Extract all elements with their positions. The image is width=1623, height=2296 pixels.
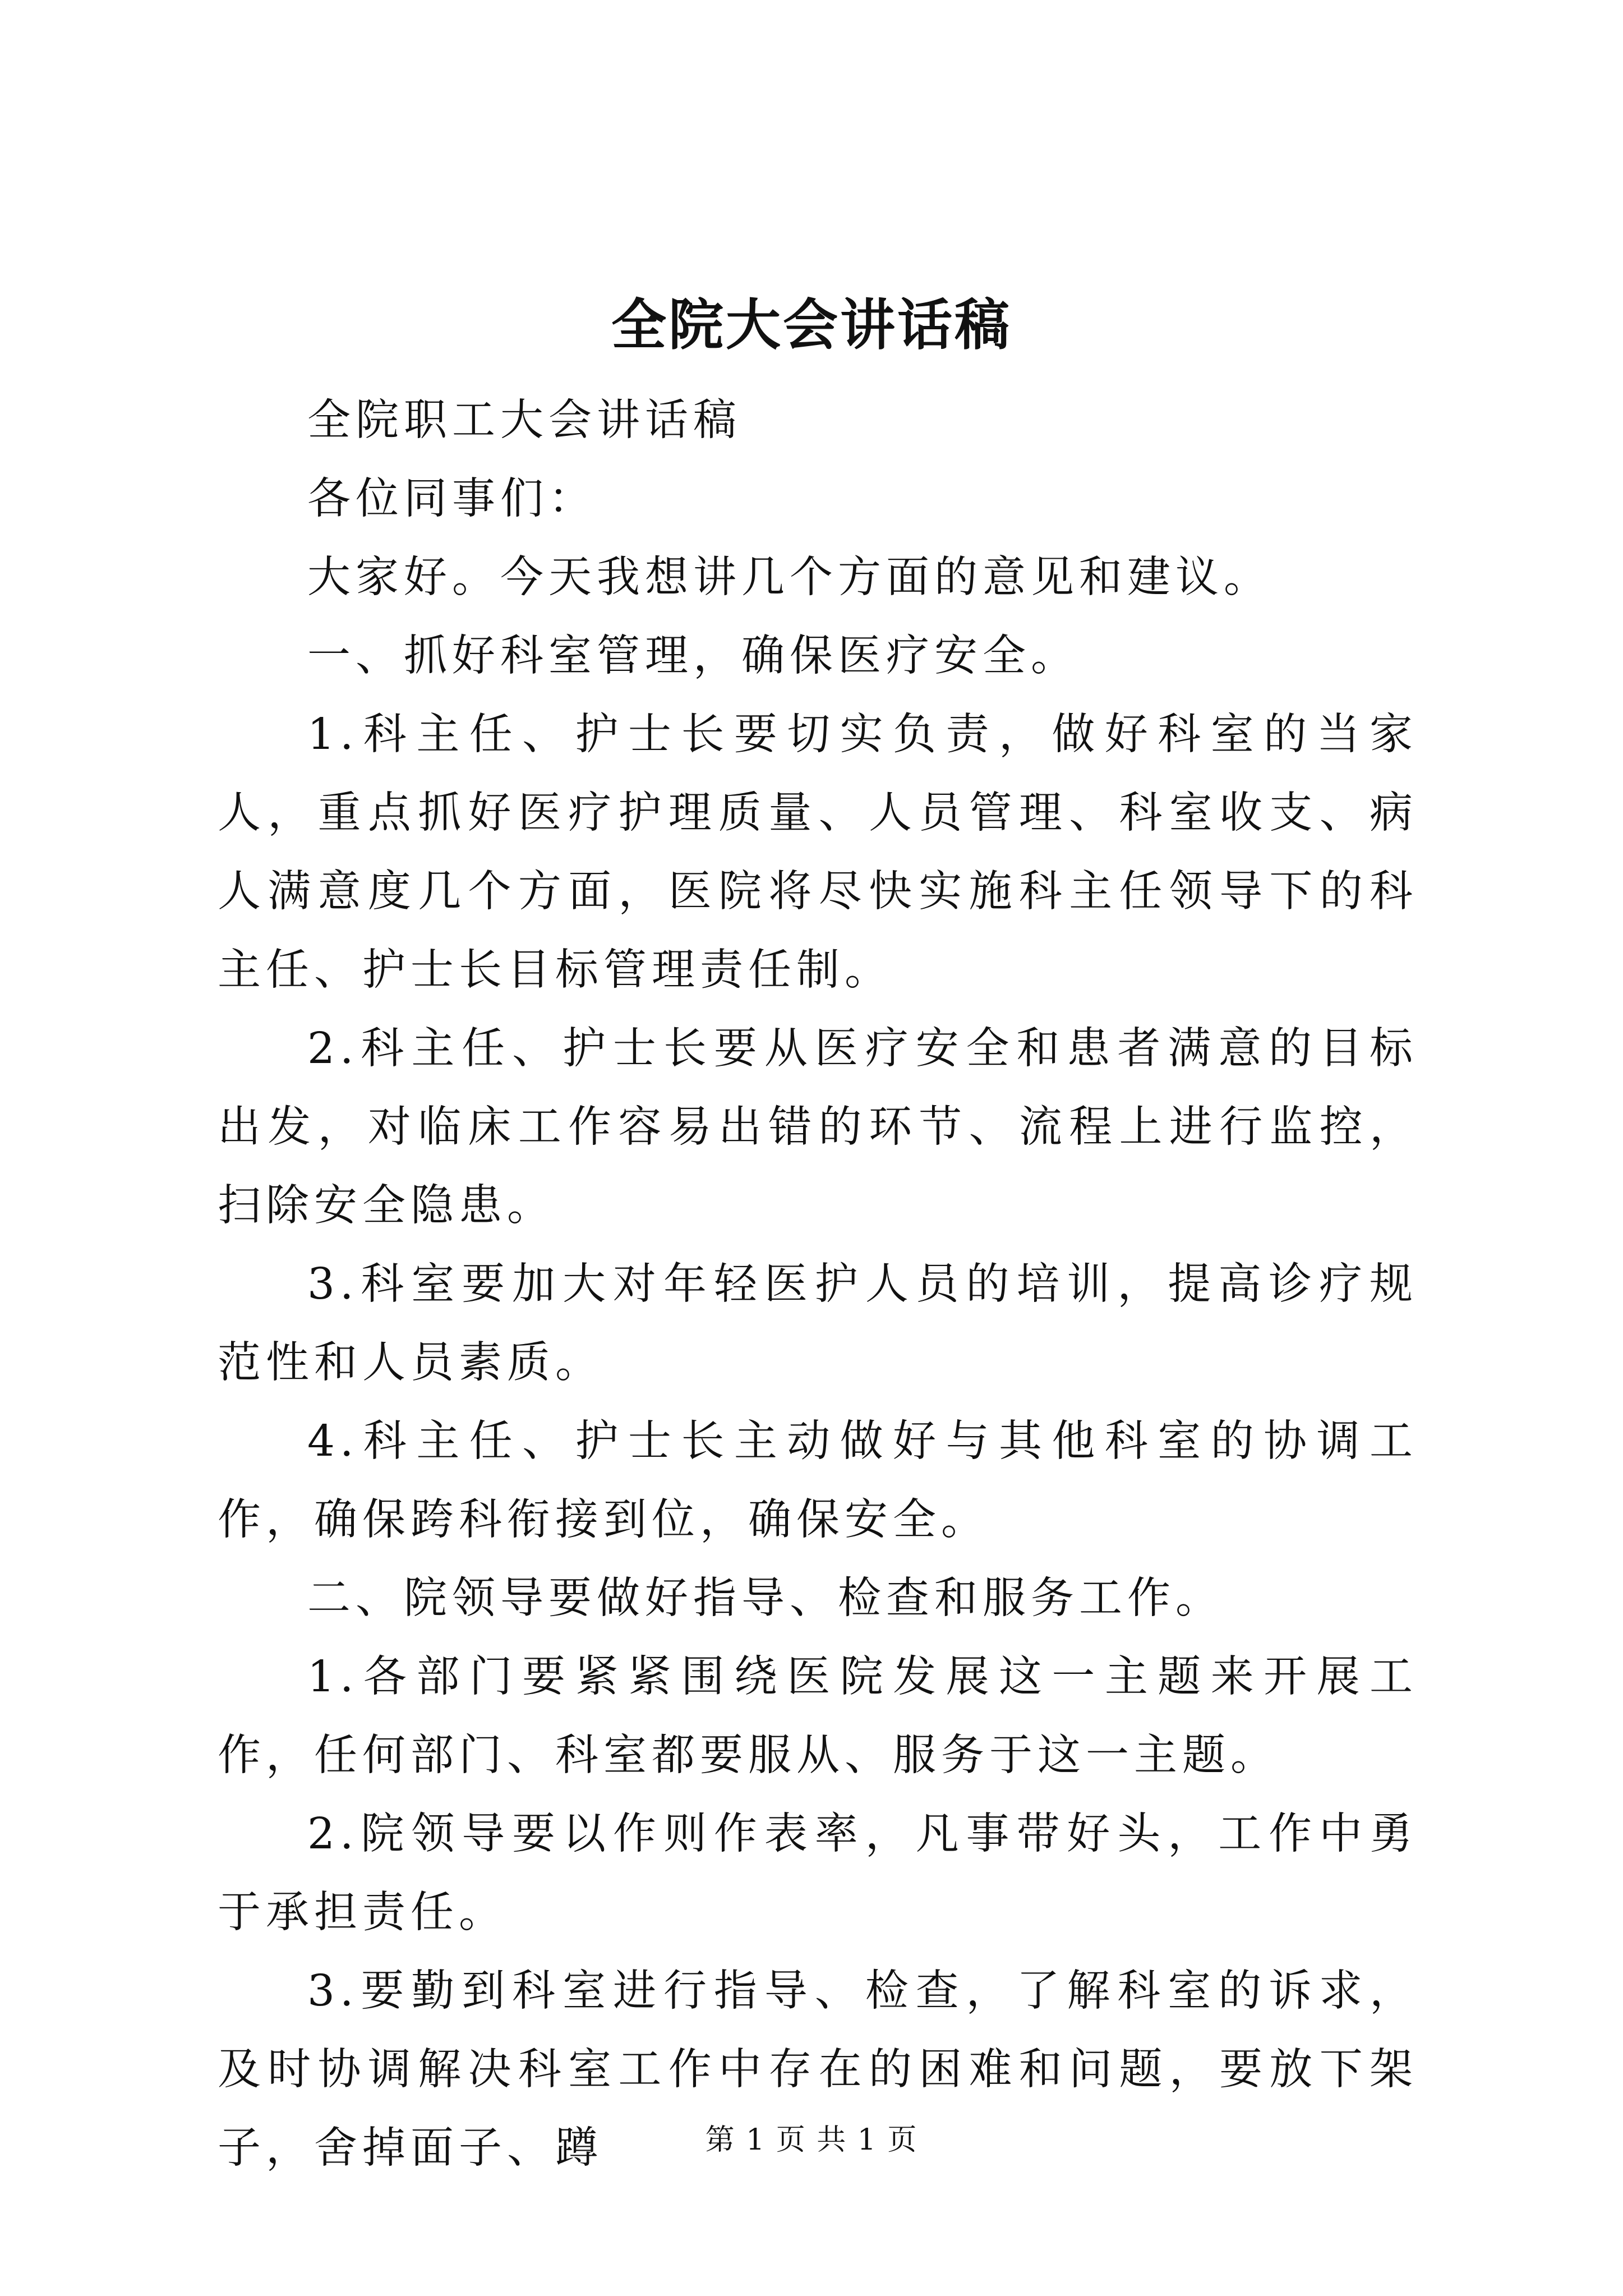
paragraph-greeting: 大家好。今天我想讲几个方面的意见和建议。 <box>307 553 1272 602</box>
paragraph-item: 3.要勤到科室进行指导、检查，了解科室的诉求，及时协调解决科室工作中存在的困难和问题，要放下架子，舍掉面子、蹲 <box>218 1966 1418 2173</box>
paragraph-subtitle: 全院职工大会讲话稿 <box>307 395 741 445</box>
paragraph-salutation: 各位同事们： <box>307 474 597 524</box>
page-number-footer: 第 1 页 共 1 页 <box>705 2123 918 2157</box>
document-body <box>218 381 1418 2188</box>
paragraph-item: 2.院领导要以作则作表率，凡事带好头，工作中勇于承担责任。 <box>218 1809 1418 1938</box>
paragraph-item: 2.科主任、护士长要从医疗安全和患者满意的目标出发，对临床工作容易出错的环节、流程上进行监控，扫除安全隐患。 <box>218 1024 1418 1231</box>
paragraph-item: 4.科主任、护士长主动做好与其他科室的协调工作，确保跨科衔接到位，确保安全。 <box>218 1416 1418 1545</box>
paragraph-item: 1.科主任、护士长要切实负责，做好科室的当家人，重点抓好医疗护理质量、人员管理、科室收支、病人满意度几个方面，医院将尽快实施科主任领导下的科主任、护士长目标管理责任制。 <box>218 710 1418 995</box>
paragraph-item: 3.科室要加大对年轻医护人员的培训，提高诊疗规范性和人员素质。 <box>218 1259 1418 1388</box>
paragraph-item: 1.各部门要紧紧围绕医院发展这一主题来开展工作，任何部门、科室都要服从、服务于这一主题。 <box>218 1652 1418 1780</box>
section-heading-2: 二、院领导要做好指导、检查和服务工作。 <box>307 1573 1224 1623</box>
section-heading-1: 一、抓好科室管理，确保医疗安全。 <box>307 631 1079 681</box>
document-title: 全院大会讲话稿 <box>611 293 1012 357</box>
